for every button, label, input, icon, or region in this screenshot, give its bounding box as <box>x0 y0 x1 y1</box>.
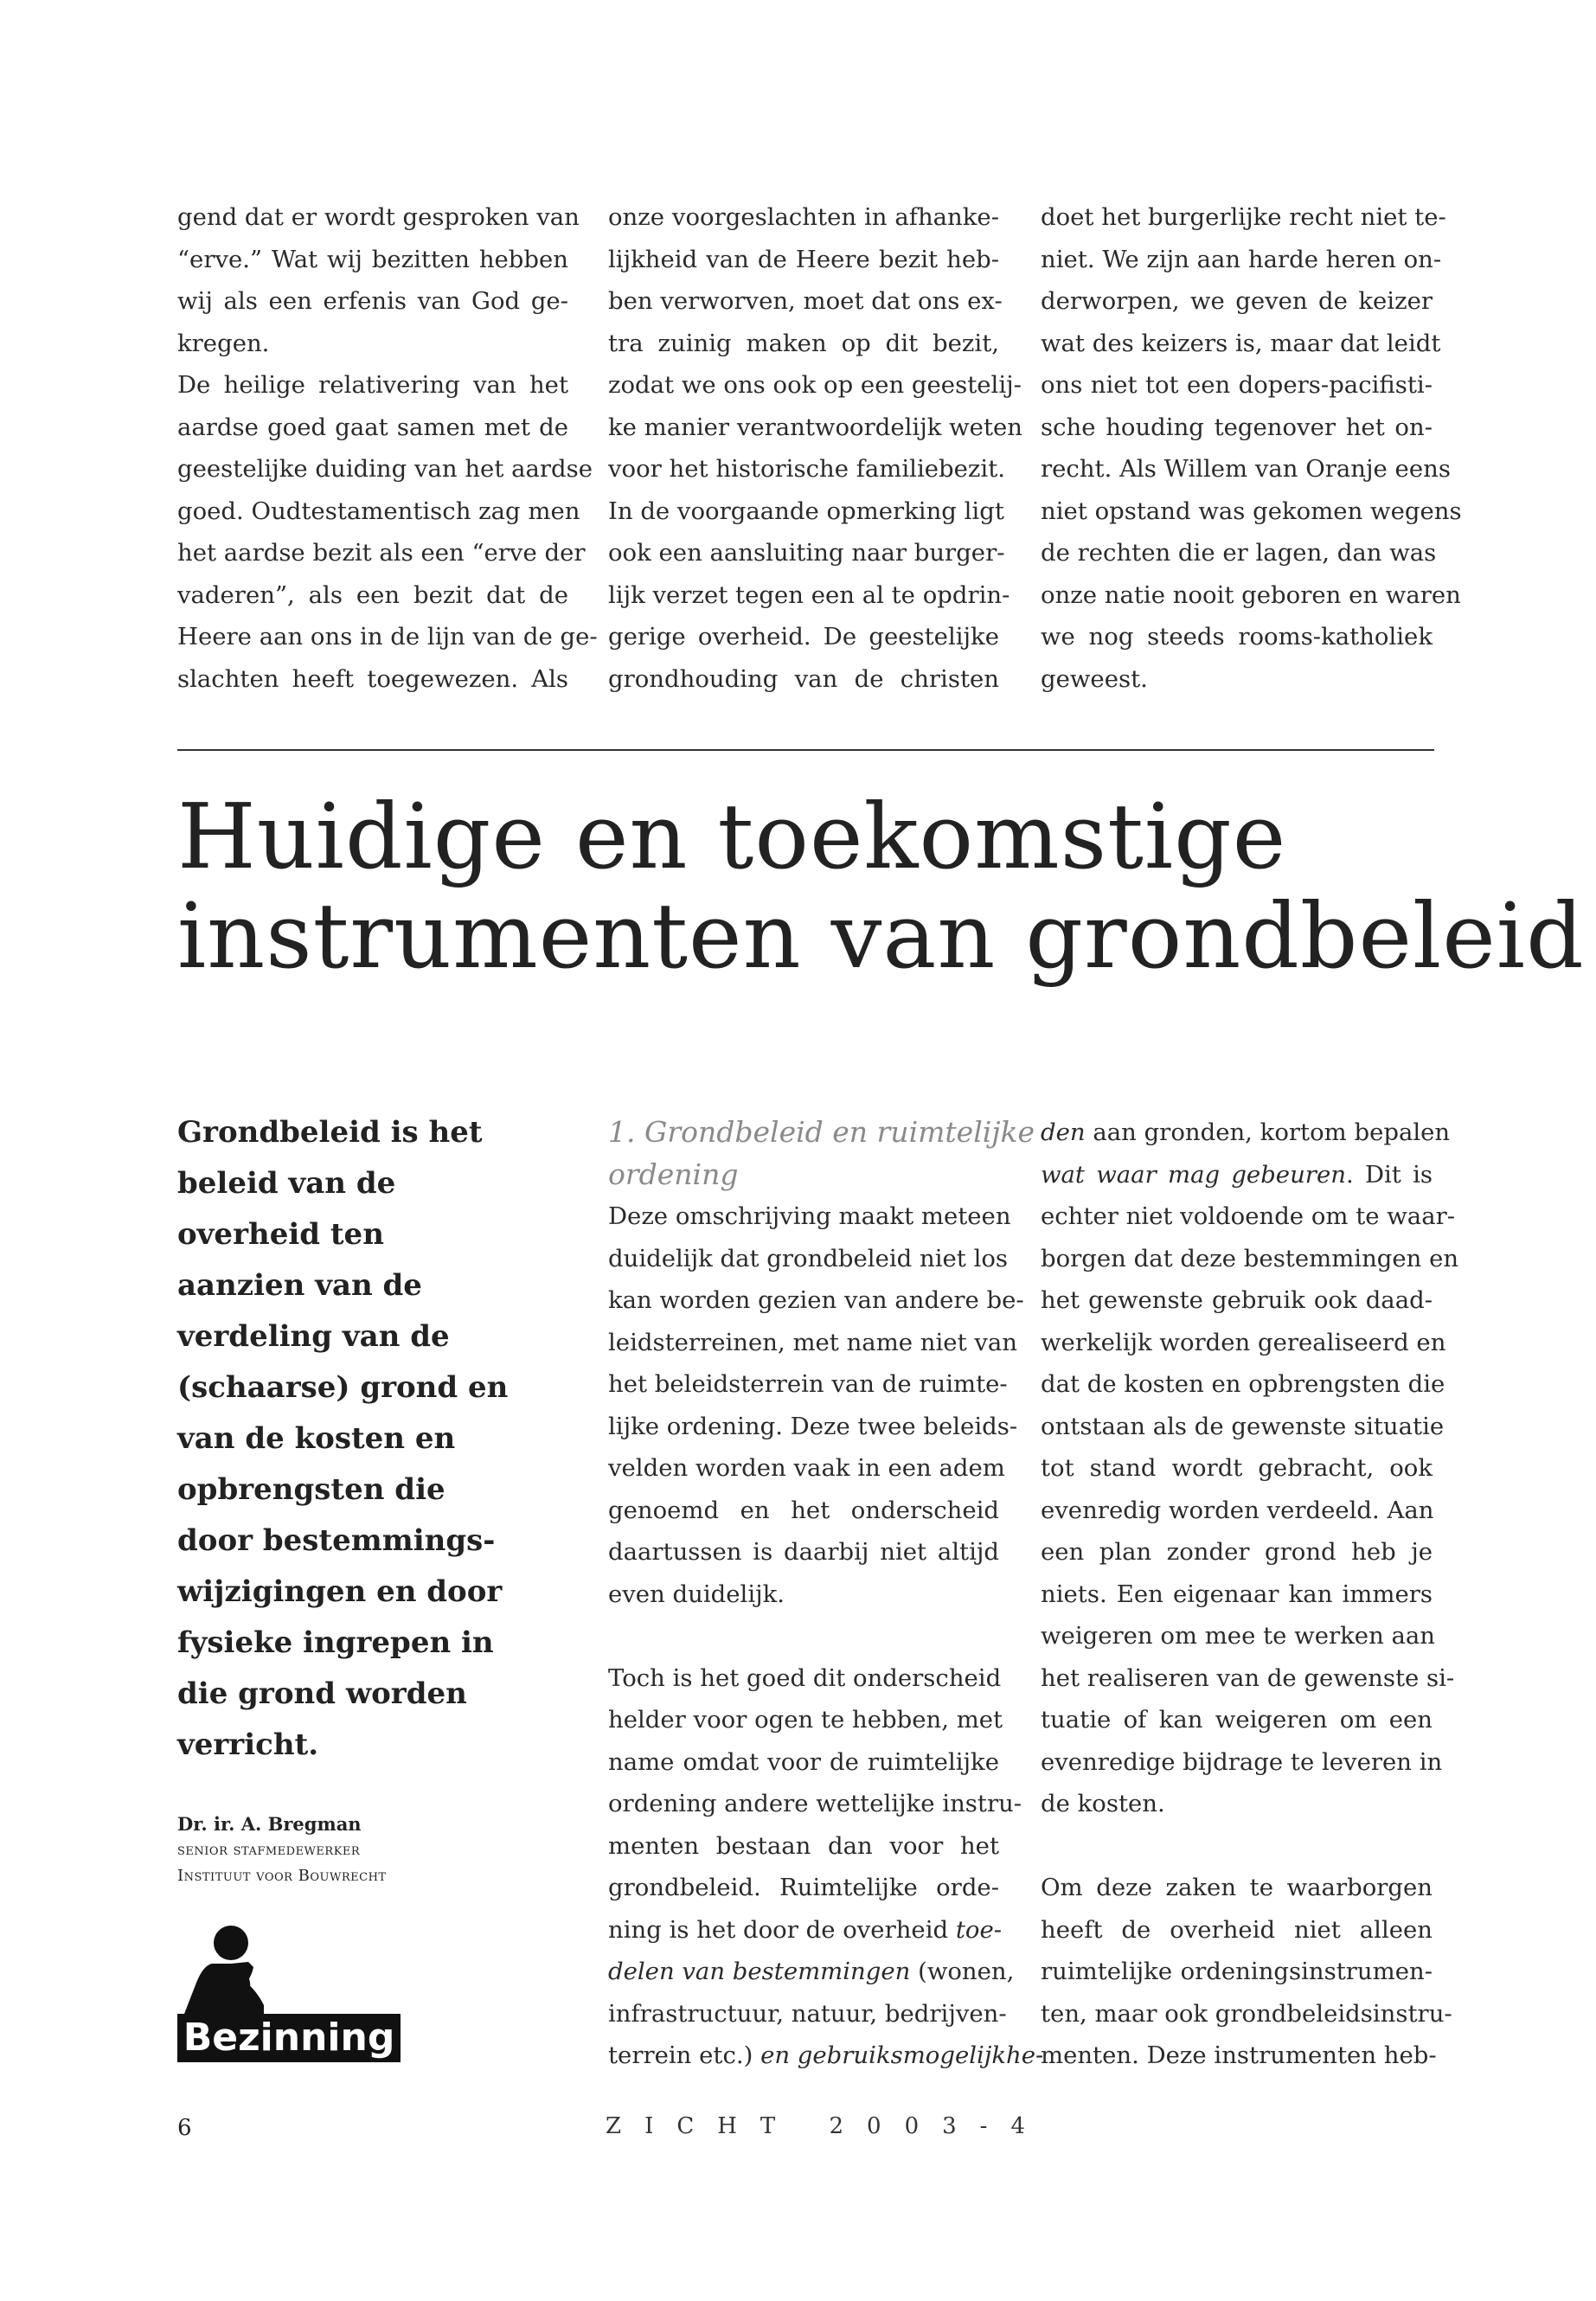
text-line <box>608 1951 1015 1993</box>
text-line: heeft de overheid niet alleen <box>1041 1915 1433 1944</box>
text-line: kregen. <box>177 329 270 357</box>
italic-run: en gebruiksmogelijkhe- <box>760 2041 1044 2069</box>
text-line: tra zuinig maken op dit bezit, <box>608 329 999 357</box>
text-line: gerige overheid. De geestelijke <box>608 623 999 651</box>
text-line: de kosten. <box>1041 1790 1165 1817</box>
text-line: gend dat er wordt gesproken van <box>177 203 580 231</box>
text-line: evenredige bijdrage te leveren in <box>1041 1747 1443 1776</box>
italic-run: delen van bestemmingen <box>608 1958 911 1985</box>
author-name: Dr. ir. A. Bregman <box>177 1813 362 1835</box>
text-run: ning is het door de overheid <box>608 1915 949 1944</box>
text-line: Om deze zaken te waarborgen <box>1041 1874 1433 1901</box>
text-line: weigeren om mee te werken aan <box>1041 1622 1436 1650</box>
text-line: het gewenste gebruik ook daad- <box>1041 1286 1433 1314</box>
text-line: menten bestaan dan voor het <box>608 1831 999 1860</box>
top-column-3 <box>1041 196 1462 700</box>
text-line: helder voor ogen te hebben, met <box>608 1706 1003 1734</box>
text-line: duidelijk dat grondbeleid niet los <box>608 1244 1009 1272</box>
text-line: dat de kosten en opbrengsten die <box>1041 1370 1445 1398</box>
lead-line: fysieke ingrepen in <box>177 1625 494 1660</box>
article-column-3 <box>1041 1112 1459 2077</box>
lead-line: die grond worden <box>177 1676 467 1711</box>
text-line: werkelijk worden gerealiseerd en <box>1041 1328 1446 1356</box>
lead-line: verdeling van de <box>177 1319 450 1354</box>
text-line: echter niet voldoende om te waar- <box>1041 1202 1456 1230</box>
text-line: ben verworven, moet dat ons ex- <box>608 287 1003 315</box>
text-line: we nog steeds rooms-katholiek <box>1041 623 1433 651</box>
text-line: tuatie of kan weigeren om een <box>1041 1706 1433 1734</box>
text-line: sche houding tegenover het on- <box>1041 413 1433 441</box>
text-line: recht. Als Willem van Oranje eens <box>1041 455 1451 483</box>
text-line: Heere aan ons in de lijn van de ge- <box>177 623 598 651</box>
text-line: geestelijke duiding van het aardse <box>177 455 593 483</box>
top-column-1 <box>177 196 598 700</box>
lead-line: (schaarse) grond en <box>177 1370 509 1405</box>
text-line: ten, maar ook grondbeleidsinstru- <box>1041 1999 1452 2028</box>
text-line: ook een aansluiting naar burger- <box>608 539 1005 567</box>
paragraph-gap <box>1041 1825 1433 1868</box>
text-line: even duidelijk. <box>608 1580 785 1608</box>
text-line: lijk verzet tegen een al te opdrin- <box>608 580 1010 609</box>
text-line: In de voorgaande opmerking ligt <box>608 497 1004 525</box>
text-line: het aardse bezit als een “erve der <box>177 539 586 567</box>
text-line: wat des keizers is, maar dat leidt <box>1041 329 1441 357</box>
text-line: aardse goed gaat samen met de <box>177 413 568 441</box>
text-line <box>1041 1154 1433 1196</box>
text-line: tot stand wordt gebracht, ook <box>1041 1454 1433 1482</box>
text-line: velden worden vaak in een adem <box>608 1454 1005 1482</box>
text-line: slachten heeft toegewezen. Als <box>177 664 568 693</box>
text-run: . Dit is <box>1345 1160 1433 1189</box>
text-line: Toch is het goed dit onderscheid <box>608 1663 1002 1692</box>
text-line <box>608 1909 1003 1952</box>
text-run: aan gronden, kortom bepalen <box>1085 1118 1451 1146</box>
text-line: niet opstand was gekomen wegens <box>1041 497 1462 525</box>
text-line: ruimtelijke ordeningsinstrumen- <box>1041 1958 1433 1985</box>
text-line: ons niet tot een dopers-pacifisti- <box>1041 371 1433 399</box>
text-line: onze voorgeslachten in afhanke- <box>608 203 999 231</box>
text-line: het realiseren van de gewenste si- <box>1041 1663 1455 1692</box>
text-line: lijke ordening. Deze twee beleids- <box>608 1412 1018 1440</box>
lead-line: overheid ten <box>177 1217 384 1252</box>
author-role: senior stafmedewerker <box>177 1841 361 1859</box>
text-line: zodat we ons ook op een geestelij- <box>608 371 1022 399</box>
text-line: derworpen, we geven de keizer <box>1041 287 1433 315</box>
article-lead <box>177 1107 509 1771</box>
author-organization: Instituut voor Bouwrecht <box>177 1867 387 1885</box>
text-line: geweest. <box>1041 664 1148 693</box>
lead-line: beleid van de <box>177 1166 396 1201</box>
text-line: grondbeleid. Ruimtelijke orde- <box>608 1874 999 1901</box>
text-line <box>1041 1112 1451 1154</box>
text-line: niets. Een eigenaar kan immers <box>1041 1580 1433 1608</box>
text-line: doet het burgerlijke recht niet te- <box>1041 203 1446 231</box>
section-divider <box>177 749 1434 751</box>
magazine-issue: ZICHT 2003-4 <box>606 2113 1049 2139</box>
text-line: onze natie nooit geboren en waren <box>1041 580 1461 609</box>
text-run: terrein etc.) <box>608 2041 761 2069</box>
bezinning-logo: Bezinning <box>177 2014 401 2062</box>
text-line: evenredig worden verdeeld. Aan <box>1041 1496 1434 1524</box>
text-line: ordening andere wettelijke instru- <box>608 1790 1022 1817</box>
text-line: leidsterreinen, met name niet van <box>608 1328 1018 1356</box>
text-line: “erve.” Wat wij bezitten hebben <box>177 245 568 273</box>
text-line: lijkheid van de Heere bezit heb- <box>608 245 999 273</box>
lead-line: aanzien van de <box>177 1268 422 1303</box>
top-column-2 <box>608 196 1022 700</box>
italic-run: wat waar mag gebeuren <box>1041 1160 1346 1189</box>
italic-run: den <box>1041 1118 1086 1146</box>
section-title-line: ordening <box>608 1157 739 1191</box>
text-line: de rechten die er lagen, dan was <box>1041 539 1437 567</box>
page-number: 6 <box>177 2115 192 2141</box>
text-line: genoemd en het onderscheid <box>608 1496 999 1524</box>
text-line: menten. Deze instrumenten heb- <box>1041 2041 1437 2069</box>
text-line: wij als een erfenis van God ge- <box>177 287 568 315</box>
text-line: kan worden gezien van andere be- <box>608 1286 1024 1314</box>
lead-line: van de kosten en <box>177 1421 456 1456</box>
text-line: goed. Oudtestamentisch zag men <box>177 497 580 525</box>
text-line: ke manier verantwoordelijk weten <box>608 413 1022 441</box>
text-line: een plan zonder grond heb je <box>1041 1538 1433 1566</box>
text-line: infrastructuur, natuur, bedrijven- <box>608 1999 1007 2028</box>
text-line: daartussen is daarbij niet altijd <box>608 1538 999 1566</box>
text-line: niet. We zijn aan harde heren on- <box>1041 245 1442 273</box>
text-line: ontstaan als de gewenste situatie <box>1041 1412 1445 1440</box>
text-line: het beleidsterrein van de ruimte- <box>608 1370 1008 1398</box>
lead-line: door bestemmings- <box>177 1523 496 1558</box>
lead-line: wijzigingen en door <box>177 1574 503 1609</box>
text-line: De heilige relativering van het <box>177 371 568 399</box>
text-line: grondhouding van de christen <box>608 664 999 693</box>
text-line: Deze omschrijving maakt meteen <box>608 1202 1011 1230</box>
lead-line: Grondbeleid is het <box>177 1115 483 1150</box>
text-line: vaderen”, als een bezit dat de <box>177 580 568 609</box>
text-run: (wonen, <box>910 1958 1015 1985</box>
text-line: name omdat voor de ruimtelijke <box>608 1747 999 1776</box>
paragraph-gap <box>608 1615 999 1657</box>
lead-line: opbrengsten die <box>177 1472 445 1507</box>
text-line: voor het historische familiebezit. <box>608 455 1005 483</box>
italic-run: toe- <box>955 1915 1003 1944</box>
author-byline <box>177 1811 387 1889</box>
text-line <box>608 2035 1044 2077</box>
text-line: borgen dat deze bestemmingen en <box>1041 1244 1459 1272</box>
article-headline <box>177 784 1585 989</box>
lead-line: verricht. <box>177 1727 319 1762</box>
headline-line-1: Huidige en toekomstige <box>177 784 1287 889</box>
article-column-2 <box>608 1112 1044 2077</box>
section-title-line: 1. Grondbeleid en ruimtelijke <box>608 1115 1035 1149</box>
headline-line-2: instrumenten van grondbeleid <box>177 883 1585 989</box>
